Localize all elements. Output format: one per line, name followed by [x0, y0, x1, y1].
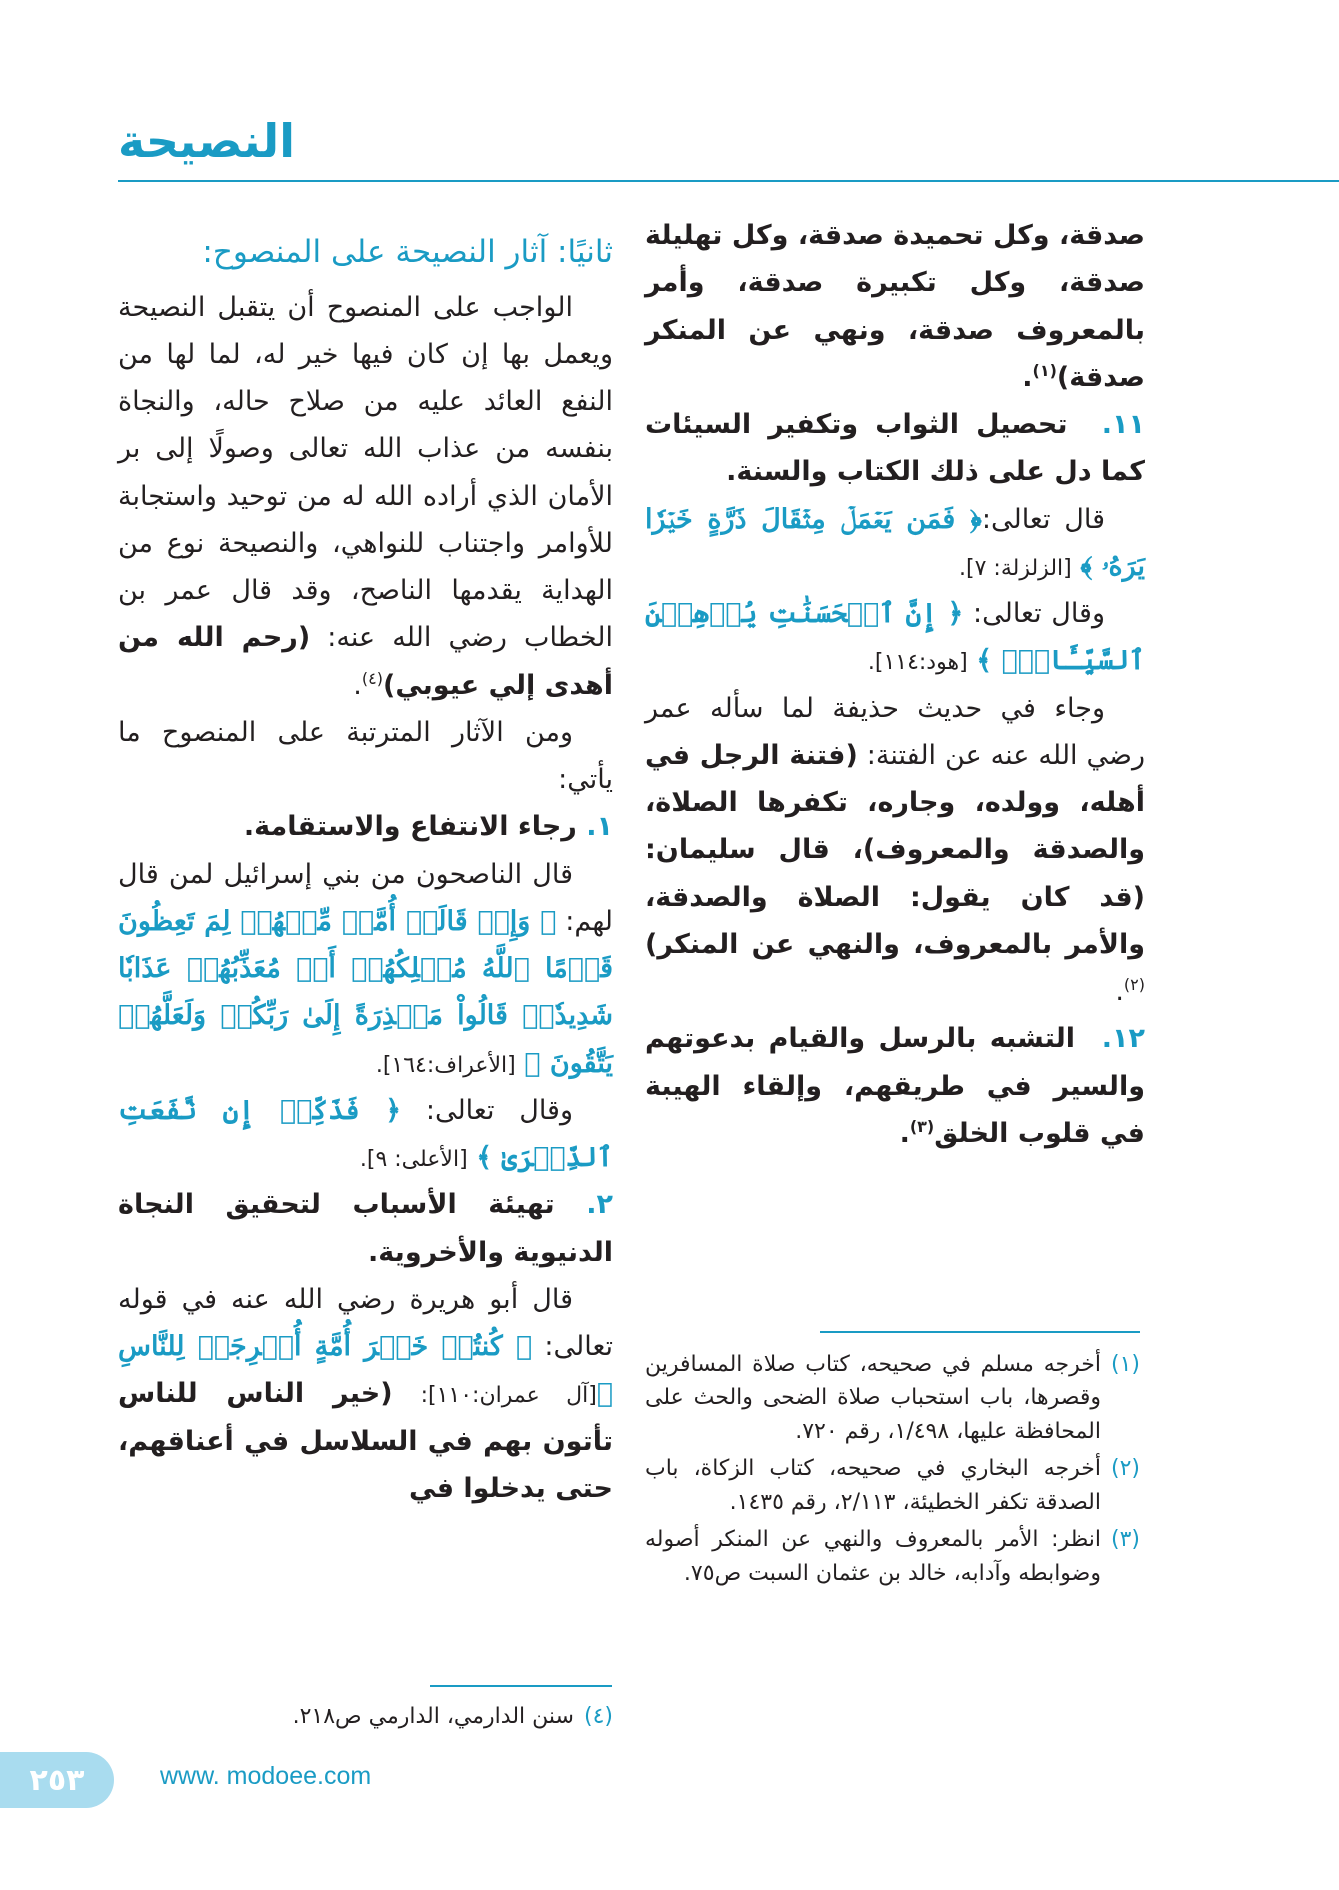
footnote-ref-1[interactable]: (١) [1032, 360, 1057, 380]
list-item-11: ١١. تحصيل الثواب وتكفير السيئات كما دل على ذلك الكتاب والسنة. [645, 409, 1145, 488]
item-number: ٢. [586, 1189, 613, 1221]
footnote-divider [430, 1685, 612, 1687]
chapter-title: النصيحة [118, 114, 295, 168]
item-number: ١١. [1101, 409, 1145, 440]
page-number-badge [0, 1752, 114, 1808]
intro-paragraph: الواجب على المنصوح أن يتقبل النصيحة ويعمل بها إن كان فيها خير له، لما لها من النفع العائد عليه من صلاح حاله، والنجاة بنفسه من عذاب الله تعالى وصولًا إلى بر الأمان الذي أراده الله له من توحيد واستجابة للأوامر واجتناب للنواهي، والنصيحة نوع من الهداية يقدمها الناصح، وقد قال عمر بن الخطاب رضي الله عنه: (رحم الله من أهدى إلي عيوبي)$^{(٤)}$. [118, 291, 613, 701]
page-number: ٢٥٣ [29, 1762, 85, 1798]
verse-reference: [آل عمران:١١٠]: [420, 1383, 597, 1409]
footnote-mark: (٢) [1110, 1456, 1140, 1482]
hudhayfa-hadith: وجاء في حديث حذيفة لما سأله عمر رضي الله عنه عن الفتنة: (فتنة الرجل في أهله، وولده، وجاره، تكفرها الصلاة، والصدقة والمعروف)، قال سليمان: (قد كان يقول: الصلاة والصدقة، والأمر بالمعروف، والنهي عن المنكر)$^{(٢)}$. [645, 692, 1146, 1007]
right-column [645, 212, 1145, 1157]
item-number: ١٢. [1101, 1023, 1145, 1055]
quran-verse: ﴿ فَذَكِّرۡ إِن نَّفَعَتِ ٱلذِّكۡرَىٰ ﴾ [118, 1094, 613, 1174]
footnote-text: سنن الدارمي، الدارمي ص٢١٨. [292, 1704, 574, 1729]
list-item-2: ٢. تهيئة الأسباب لتحقيق النجاة الدنيوية والأخروية. [118, 1189, 613, 1268]
verse-reference: [الأعراف:١٦٤]. [375, 1052, 516, 1078]
footnote-text: انظر: الأمر بالمعروف والنهي عن المنكر أصوله وضوابطه وآدابه، خالد بن عثمان السبت ص٧٥. [645, 1527, 1101, 1586]
footnote-4 [118, 1700, 613, 1733]
footnote-2 [645, 1452, 1140, 1519]
list-item-12: ١٢. التشبه بالرسل والقيام بدعوتهم والسير في طريقهم، وإلقاء الهيبة في قلوب الخلق$^{(٣)}$. [645, 1023, 1145, 1149]
quran-verse: ﴿ إِنَّ ٱلۡحَسَنَٰتِ يُذۡهِبۡنَ ٱلسَّيِّـَٔاتِۚ ﴾ [645, 598, 1145, 677]
footnote-mark: (١) [1110, 1352, 1140, 1377]
quran-quote-hud: وقال تعالى: ﴿ إِنَّ ٱلۡحَسَنَٰتِ يُذۡهِبۡنَ ٱلسَّيِّـَٔاتِۚ ﴾ [هود:١١٤]. [645, 598, 1145, 677]
quran-verse: ﴿ كُنتُمۡ خَيۡرَ أُمَّةٍ أُخۡرِجَتۡ لِلنَّاسِ ﴾ [118, 1331, 613, 1410]
footnote-ref-2[interactable]: (٢) [1123, 975, 1145, 994]
website-link[interactable]: www. modoee.com [160, 1762, 372, 1790]
quran-quote-zalzala: قال تعالى:﴿ فَمَن يَعۡمَلۡ مِثۡقَالَ ذَرَّةٍ خَيۡرٗا يَرَهُۥ ﴾ [الزلزلة: ٧]. [645, 503, 1145, 582]
verse-reference: [هود:١١٤]. [867, 650, 968, 676]
verse-reference: [الأعلى: ٩]. [359, 1147, 468, 1173]
quran-verse: ﴿ وَإِذۡ قَالَتۡ أُمَّةٞ مِّنۡهُمۡ لِمَ تَعِظُونَ قَوۡمًا ٱللَّهُ مُهۡلِكُهُمۡ أَوۡ مُعَذِّبُهُمۡ عَذَابٗا شَدِيدٗاۖ قَالُواْ مَعۡذِرَةً إِلَىٰ رَبِّكُمۡ وَلَعَلَّهُمۡ يَتَّقُونَ ﴾ [118, 905, 613, 1079]
footnote-divider [820, 1331, 1140, 1333]
section-heading: ثانيًا: آثار النصيحة على المنصوح: [202, 234, 613, 270]
abu-hurayra-quote: قال أبو هريرة رضي الله عنه في قوله تعالى: ﴿ كُنتُمۡ خَيۡرَ أُمَّةٍ أُخۡرِجَتۡ لِلنَّاسِ ﴾[آل عمران:١١٠]: (خير الناس للناس تأتون بهم في السلاسل في أعناقهم، حتى يدخلوا في [118, 1283, 613, 1504]
quran-quote-ala: وقال تعالى: ﴿ فَذَكِّرۡ إِن نَّفَعَتِ ٱلذِّكۡرَىٰ ﴾ [الأعلى: ٩]. [118, 1094, 613, 1174]
footnote-ref-4[interactable]: (٤) [361, 668, 383, 688]
list-item-1: ١. رجاء الانتفاع والاستقامة. [243, 811, 613, 843]
footnote-ref-3[interactable]: (٣) [909, 1116, 935, 1136]
header-divider [118, 180, 1339, 182]
quran-verse: ﴿ فَمَن يَعۡمَلۡ مِثۡقَالَ ذَرَّةٍ خَيۡرٗا يَرَهُۥ ﴾ [645, 503, 1145, 582]
verse-reference: [الزلزلة: ٧]. [959, 555, 1072, 581]
footnote-text: أخرجه البخاري في صحيحه، كتاب الزكاة، باب الصدقة تكفر الخطيئة، ٢/١١٣، رقم ١٤٣٥. [645, 1456, 1101, 1515]
footnote-3 [645, 1523, 1140, 1590]
quran-quote-araf: قال الناصحون من بني إسرائيل لمن قال لهم: ﴿ وَإِذۡ قَالَتۡ أُمَّةٞ مِّنۡهُمۡ لِمَ تَعِظُونَ قَوۡمًا ٱللَّهُ مُهۡلِكُهُمۡ أَوۡ مُعَذِّبُهُمۡ عَذَابٗا شَدِيدٗاۖ قَالُواْ مَعۡذِرَةً إِلَىٰ رَبِّكُمۡ وَلَعَلَّهُمۡ يَتَّقُونَ ﴾ [الأعراف:١٦٤]. [118, 858, 613, 1079]
hadith-continuation: صدقة، وكل تحميدة صدقة، وكل تهليلة صدقة، وكل تكبيرة صدقة، وأمر بالمعروف صدقة، ونهي عن المنكر صدقة)$^{(١)}$. [645, 220, 1145, 393]
footnote-1 [645, 1348, 1140, 1448]
item-number: ١. [586, 811, 613, 843]
footnote-mark: (٤) [583, 1704, 613, 1729]
left-column [118, 228, 613, 1512]
footnote-mark: (٣) [1110, 1527, 1140, 1553]
footnote-text: أخرجه مسلم في صحيحه، كتاب صلاة المسافرين وقصرها، باب استحباب صلاة الضحى والحث على المحافظة عليها، ١/٤٩٨، رقم ٧٢٠. [645, 1352, 1101, 1444]
footnotes-left [118, 1700, 613, 1737]
effects-intro: ومن الآثار المترتبة على المنصوح ما يأتي: [118, 716, 613, 796]
footnotes-right [645, 1348, 1140, 1594]
